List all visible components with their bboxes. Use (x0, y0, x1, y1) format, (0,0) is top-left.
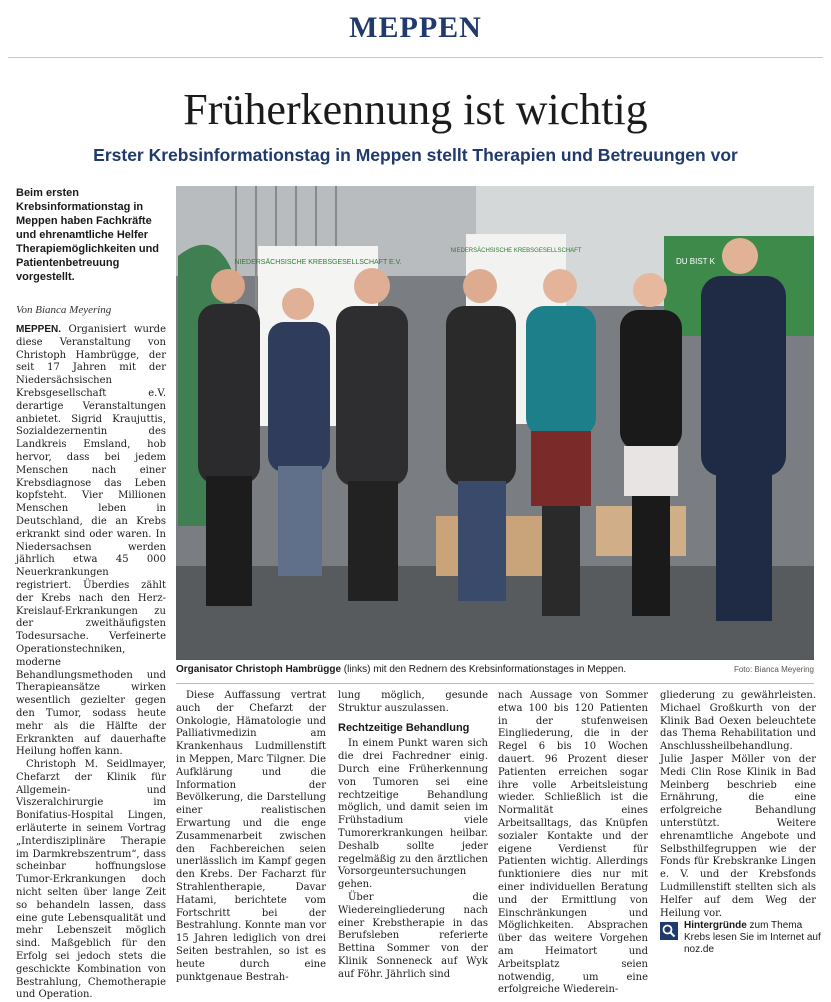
subheading: Rechtzeitige Behandlung (338, 721, 470, 734)
banner-right-text: DU BIST K (676, 257, 715, 266)
paragraph: lung möglich, gesunde Struktur auszulassen. (338, 690, 488, 714)
caption-text: (links) mit den Rednern des Krebsinformationstages in Meppen. (341, 664, 627, 675)
search-icon (660, 922, 678, 940)
paragraph: Über die Wiedereingliederung nach einer Krebstherapie in das Berufsleben referierte Bettina Sommer von der Klinik Sonneneck auf Wyk auf Föhr. Jährlich sind (338, 891, 488, 980)
paragraph: gliederung zu gewährleisten. Michael Großkurth von der Klinik Bad Oexen beleuchtete das Thema Rehabilitation und Anschlussheilbehandlung. Julie Jasper Möller von der Medi Clin Rose Klinik in Bad Meinberg beschrieb eine Ernährung, die eine erfolgreiche Behandlung unterstützt. Weitere ehrenamtliche Angebote und Selbsthilfegruppen wie der Fonds für Krebskranke Lingen e. V. und der Krebsfonds Ludmillenstift stellten sich als Helfer auf dem Weg der Heilung vor. (660, 690, 816, 919)
paragraph: Diese Auffassung vertrat auch der Chefarzt der Onkologie, Hämatologie und Palliativmedizin am Krankenhaus Ludmillenstift in Meppen, Marc Tilgner. Die Aufklärung und die Information der Bevölkerung, die Darstellung einer realistischen Erwartung und die enge Zusammenarbeit zwischen den Fachbereichen seien unerlässlich im Kampf gegen den Krebs. Der Facharzt für Strahlentherapie, Davar Hatami, berichtete vom Fortschritt bei der Bestrahlung. Konnte man vor 15 Jahren lediglich von drei Seiten bestrahlen, so ist es heute durch eine punktgenaue Bestrah- (176, 690, 326, 983)
text-column-3 (338, 690, 488, 980)
caption-name: Organisator Christoph Hambrügge (176, 664, 342, 675)
photo-illustration (176, 186, 814, 660)
text-column-5 (660, 690, 816, 919)
person-1 (198, 269, 260, 606)
paragraph: MEPPEN. Organisiert wurde diese Veranstaltung von Christoph Hambrügge, der seit 17 Jahren mit der Niedersächsischen Krebsgesellschaft e.V. derartige Veranstaltungen anbietet. Sigrid Kraujuttis, Sozialdezernentin des Landkreis Emsland, hob hervor, dass bei jedem Menschen nach einer Krebsdiagnose das Leben kopfsteht. Vier Millionen Menschen leben in Deutschland, die an Krebs erkrankt sind oder waren. In Niedersachsen werden jährlich etwa 45 000 Neuerkrankungen registriert. Überdies zählt der Krebs nach den Herz-Kreislauf-Erkrankungen zu der zweithäufigsten Todesursache. Verfeinerte Operationstechniken, moderne Behandlungsmethoden und Therapieansätze wirken wesentlich gezielter gegen den Tumor, sodass heute mehr als die Hälfte der Erkrankten auf dauerhafte Heilung hoffen kann. (16, 324, 166, 758)
article-byline: Von Bianca Meyering (16, 304, 112, 316)
paragraph: Christoph M. Seidlmayer, Chefarzt der Klinik für Allgemein- und Viszeralchirurgie im Bonifatius-Hospital Lingen, erläuterte in seinem Vortrag „Interdisziplinäre Therapie im Darmkrebszentrum“, dass scheinbar hoffnungslose Tumor-Erkrankungen doch nicht selten über lange Zeit so behandeln lassen, dass eine gute Lebensqualität und mehr Lebenszeit möglich sind. Maßgeblich für den Erfolg sei jedoch stets die geschickte Kombination von Bestrahlung, Chemotherapie und Operation. (16, 759, 166, 1001)
text-column-2 (176, 690, 326, 983)
paragraph: nach Aussage von Sommer etwa 100 bis 120 Patienten in der stufenweisen Eingliederung, die in der Regel 6 bis 10 Wochen dauert. 96 Prozent dieser Patienten erreichen sogar ihre volle Arbeitsleistung wieder. Schließlich ist die Normalität eines Arbeitsalltags, das Knüpfen sozialer Kontakte und der eigene Verdienst für Patienten wichtig. Allerdings funktioniere dies nur mit einer individuellen Beratung und der Ermittlung von Einschränkungen und Möglichkeiten. Absprachen über das weitere Vorgehen am Heimatort und Arbeitsplatz seien notwendig, um eine erfolgreiche Wiederein- (498, 690, 648, 996)
paragraph: In einem Punkt waren sich die drei Fachredner einig. Durch eine Früherkennung von Tumoren sei eine rechtzeitige Behandlung möglich, und damit seien im Frühstadium viele Tumorerkrankungen heilbar. Deshalb sollte jeder regelmäßig zu den ärztlichen Vorsorgeuntersuchungen gehen. (338, 738, 488, 891)
photo-credit: Foto: Bianca Meyering (733, 665, 814, 674)
text-column-1 (16, 324, 166, 1001)
info-text: Hintergründe zum Thema Krebs lesen Sie im Internet auf noz.de (684, 920, 821, 955)
text-column-4 (498, 690, 648, 996)
article-headline: Früherkennung ist wichtig (183, 85, 648, 134)
banner-mid-text: NIEDERSÄCHSISCHE KREBSGESELLSCHAFT (450, 248, 582, 254)
article-teaser: Beim ersten Krebsinformationstag in Meppen haben Fachkräfte und ehrenamtliche Helfer Therapiemöglichkeiten und Patientenbetreuung vorgestellt. (16, 187, 160, 283)
dateline: MEPPEN. (16, 324, 62, 335)
article-subheadline: Erster Krebsinformationstag in Meppen stellt Therapien und Betreuungen vor (93, 145, 738, 165)
info-label: Hintergründe (684, 920, 747, 931)
banner-left-text: NIEDERSÄCHSISCHE KREBSGESELLSCHAFT E.V. (234, 259, 402, 266)
article-photo (176, 186, 814, 660)
section-divider (8, 57, 823, 58)
photo-caption (176, 664, 814, 675)
photo-divider (176, 683, 814, 684)
section-title: MEPPEN (349, 11, 482, 44)
section-header (0, 0, 831, 56)
